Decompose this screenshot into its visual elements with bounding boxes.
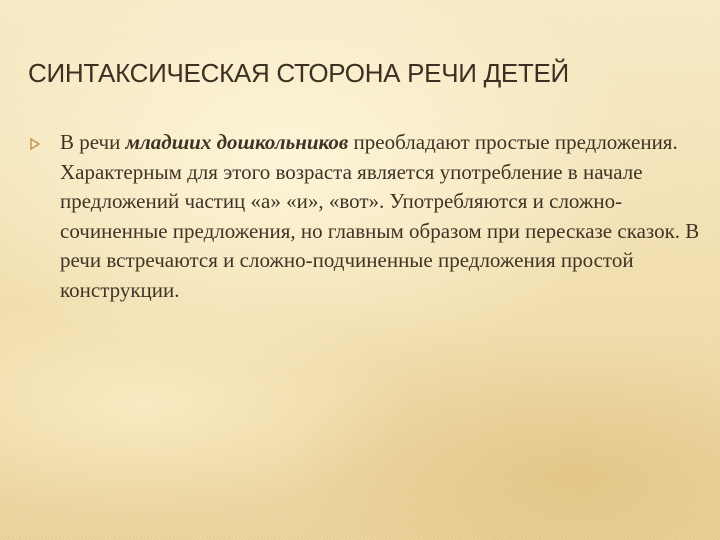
slide-content <box>30 128 700 305</box>
bullet-text-lead: В речи <box>60 130 126 154</box>
bullet-text-rest: преобладают простые предложения. Характерным для этого возраста является употребление в начале предложений частиц «а» «и», «вот». Употребляются и сложно-сочиненные предложения, но главным образом при пересказе сказок. В речи встречаются и сложно-подчиненные предложения простой конструкции. <box>60 130 700 302</box>
slide-title: СИНТАКСИЧЕСКАЯ СТОРОНА РЕЧИ ДЕТЕЙ <box>28 58 569 88</box>
bullet-text <box>60 128 700 305</box>
hollow-diamond-bullet-icon <box>30 137 40 149</box>
bullet-text-emphasis: младших дошкольников <box>125 130 349 154</box>
bullet-item <box>30 128 700 305</box>
